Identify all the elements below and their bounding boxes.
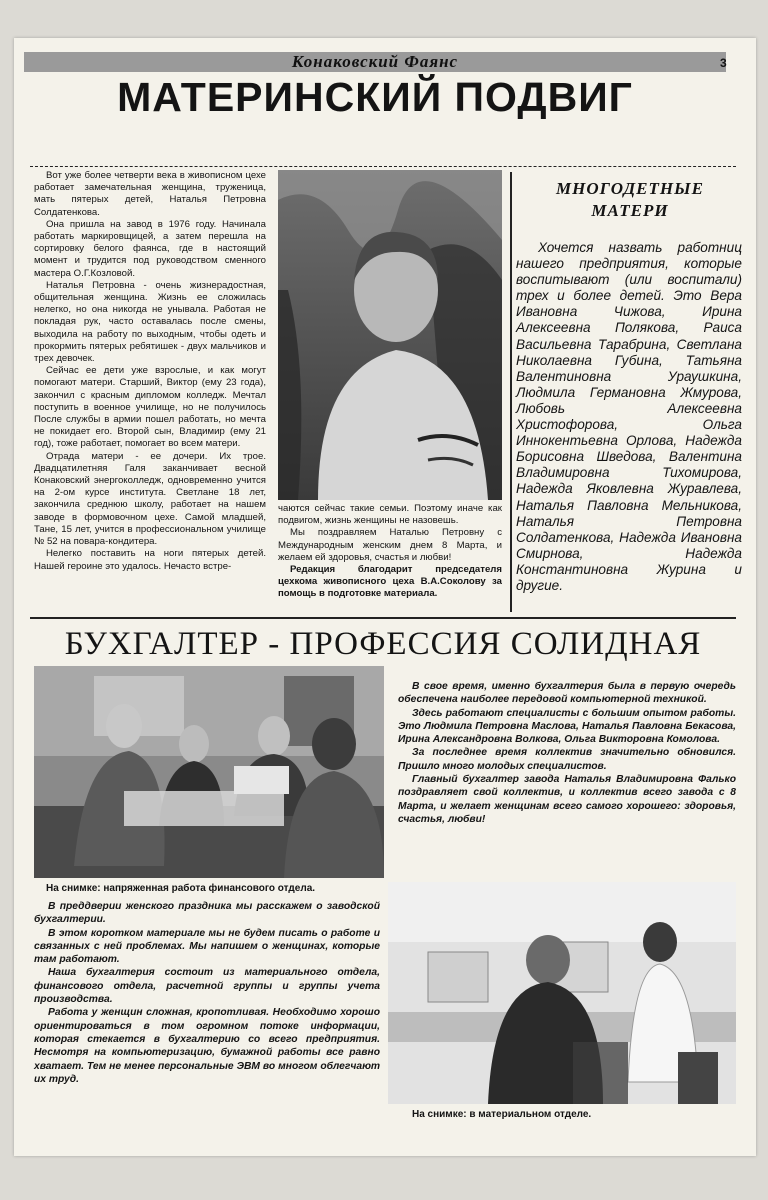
thanks-note: Редакция благодарит председателя цехкома живописного цеха В.А.Соколову за помощь в подготовке материала. — [278, 564, 502, 600]
sidebar-title-line2: МАТЕРИ — [591, 201, 669, 220]
paragraph: Отрада матери - ее дочери. Их трое. Двадцатилетняя Галя заканчивает весной Конаковский энергоколледж, одновременно учится на 2-ом курсе института. Светлане 18 лет, закончила среднюю школу, работает на нашем заводе в формовочном цехе. Самой младшей, Тане, 15 лет, учится в профессиональном училище № 52 на повара-кондитера. — [34, 450, 266, 548]
paragraph: За последнее время коллектив значительно обновился. Пришло много молодых специалистов. — [398, 747, 736, 772]
paragraph: Здесь работают специалисты с большим опытом работы. Это Людмила Петровна Маслова, Наталья Павловна Бекасова, Ирина Александровна Волкова, Ольга Викторовна Комолова. — [398, 707, 736, 746]
sidebar-title-line1: МНОГОДЕТНЫЕ — [556, 179, 704, 198]
paragraph: В свое время, именно бухгалтерия была в первую очередь обеспечена наиболее передовой компьютерной техникой. — [398, 681, 736, 706]
paragraph: Хочется назвать работниц нашего предприятия, которые воспитывают (или воспитали) трех и более детей. Это Вера Ивановна Чижова, Ирина Алексеевна Полякова, Раиса Васильевна Тарабрина, Светлана Николаевна Губина, Татьяна Валентиновна Ураушкина, Людмила Германовна Жмурова, Любовь Алексеевна Христофорова, Ольга Иннокентьевна Орлова, Надежда Борисовна Шведова, Валентина Владимировна Тихомирова, Надежда Яковлевна Журавлева, Наталья Павловна Мельникова, Наталья Петровна Солдатенкова, Надежда Ивановна Смирнова, Надежда Константиновна Журина и другие. — [516, 240, 742, 593]
paragraph: Она пришла на завод в 1976 году. Начинала работать маркировщицей, а затем перешла на сортировку белого фаянса, где в настоящий момент и трудится под руководством сменного мастера О.Г.Козловой. — [34, 218, 266, 279]
caption-finance-dept: На снимке: напряженная работа финансового отдела. — [46, 883, 316, 894]
paragraph: Наша бухгалтерия состоит из материального отдела, финансового отдела, расчетной группы и группы учета производства. — [34, 967, 380, 1006]
article1-column-1 — [34, 170, 266, 612]
paragraph: Сейчас ее дети уже взрослые, и как могут помогают матери. Старший, Виктор (ему 23 года), закончил с красным дипломом колледж. Мечтал поступить в военное училище, но не получилось После службы в армии пошел работать, но мечта не покидает его. Второй сын, Владимир (ему 21 год), тоже работает, помогает во всем матери. — [34, 365, 266, 450]
section-divider — [30, 617, 736, 619]
paragraph: Работа у женщин сложная, кропотливая. Необходимо хорошо ориентироваться в том огромном потоке информации, которая стекается в бухгалтерию со всего предприятия. Несмотря на компьютеризацию, бумажной работы все равно хватает. Тем не менее персональные ЭВМ во многом облегчают их труд. — [34, 1007, 380, 1085]
article2-left-column — [34, 900, 380, 1086]
caption-material-dept: На снимке: в материальном отделе. — [412, 1109, 592, 1120]
paragraph: Наталья Петровна - очень жизнерадостная, общительная женщина. Жизнь ее сложилась нелегко, но она никогда не унывала. Работая не покладая рук, часто оставалась после смены, выходила на работу по выходным, чтобы одеть и прокормить пятерых ребятишек - двух мальчиков и трех девочек. — [34, 279, 266, 365]
finance-dept-photo — [34, 666, 384, 878]
paragraph: В этом коротком материале мы не будем писать о работе и связанных с ней проблемах. Мы напишем о женщинах, которые там работают. — [34, 927, 380, 966]
paragraph: Главный бухгалтер завода Наталья Владимировна Фалько поздравляет свой коллектив, и коллектив всего завода с 8 Марта, и желает женщинам всего самого хорошего: здоровья, счастья, любви! — [398, 774, 736, 825]
sidebar-title — [520, 178, 740, 222]
page-number: 3 — [720, 56, 727, 70]
portrait-photo — [278, 170, 502, 500]
paragraph: Нелегко поставить на ноги пятерых детей. Нашей героине это удалось. Нечасто встре- — [34, 548, 266, 572]
paragraph: Мы поздравляем Наталью Петровну с Международным женским днем 8 Марта, и желаем ей здоровья, счастья и любви! — [278, 527, 502, 563]
sidebar-divider — [510, 172, 512, 612]
headline-divider — [30, 166, 736, 168]
masthead-title: Конаковский Фаянс — [291, 52, 459, 71]
paragraph: чаются сейчас такие семьи. Поэтому иначе как подвигом, жизнь женщины не назовешь. — [278, 503, 502, 527]
masthead-bar — [24, 52, 726, 72]
paragraph: В преддверии женского праздника мы расскажем о заводской бухгалтерии. — [34, 901, 380, 926]
article2-right-column — [398, 680, 736, 826]
article1-column-2 — [278, 503, 502, 613]
material-dept-photo — [388, 882, 736, 1104]
headline-bukhgalter: БУХГАЛТЕР - ПРОФЕССИЯ СОЛИДНАЯ — [64, 626, 702, 662]
headline-materinsky-podvig: МАТЕРИНСКИЙ ПОДВИГ — [117, 74, 633, 120]
sidebar-body — [516, 240, 742, 594]
paragraph: Вот уже более четверти века в живописном цехе работает замечательная женщина, труженица, мать пятерых детей, Наталья Петровна Солдатенкова. — [34, 170, 266, 218]
